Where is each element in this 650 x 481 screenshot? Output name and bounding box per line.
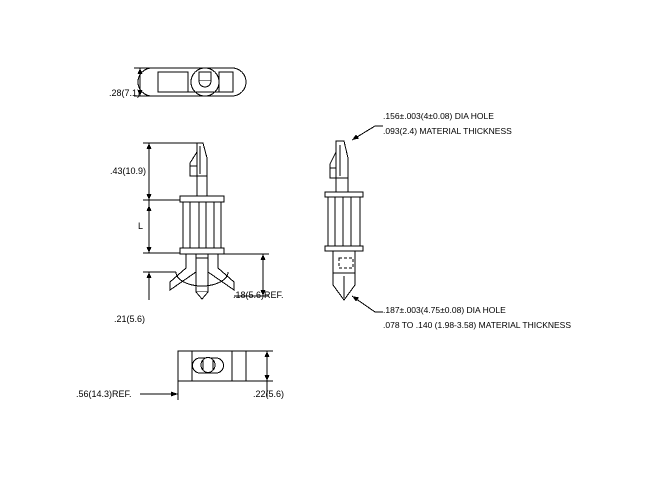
dimension-label-18-ref: .18(5.6)REF. <box>233 290 284 300</box>
dimension-label-L: L <box>138 221 144 231</box>
dimension-label-56-ref: .56(14.3)REF. <box>76 389 132 399</box>
side-view-geometry <box>325 141 363 300</box>
bottom-view-geometry <box>178 351 246 381</box>
dim-43-10-9 <box>143 143 197 200</box>
top-view-geometry <box>138 68 246 96</box>
dimension-label-21: .21(5.6) <box>114 314 146 324</box>
dimension-label-22: .22(5.6) <box>253 389 285 399</box>
dim-56-14-3-ref <box>140 381 178 400</box>
note-top-material-thickness: .093(2.4) MATERIAL THICKNESS <box>383 126 512 136</box>
note-bottom-material-thickness: .078 TO .140 (1.98-3.58) MATERIAL THICKNESS <box>383 320 572 330</box>
dim-L <box>143 200 180 253</box>
note-bottom-hole-dia: .187±.003(4.75±0.08) DIA HOLE <box>383 305 506 315</box>
front-view-geometry <box>170 143 234 299</box>
dimension-label-43: .43(10.9) <box>110 166 147 176</box>
dimension-label-28: .28(7.1) <box>109 88 141 98</box>
note-top-hole-dia: .156±.003(4±0.08) DIA HOLE <box>383 111 494 121</box>
